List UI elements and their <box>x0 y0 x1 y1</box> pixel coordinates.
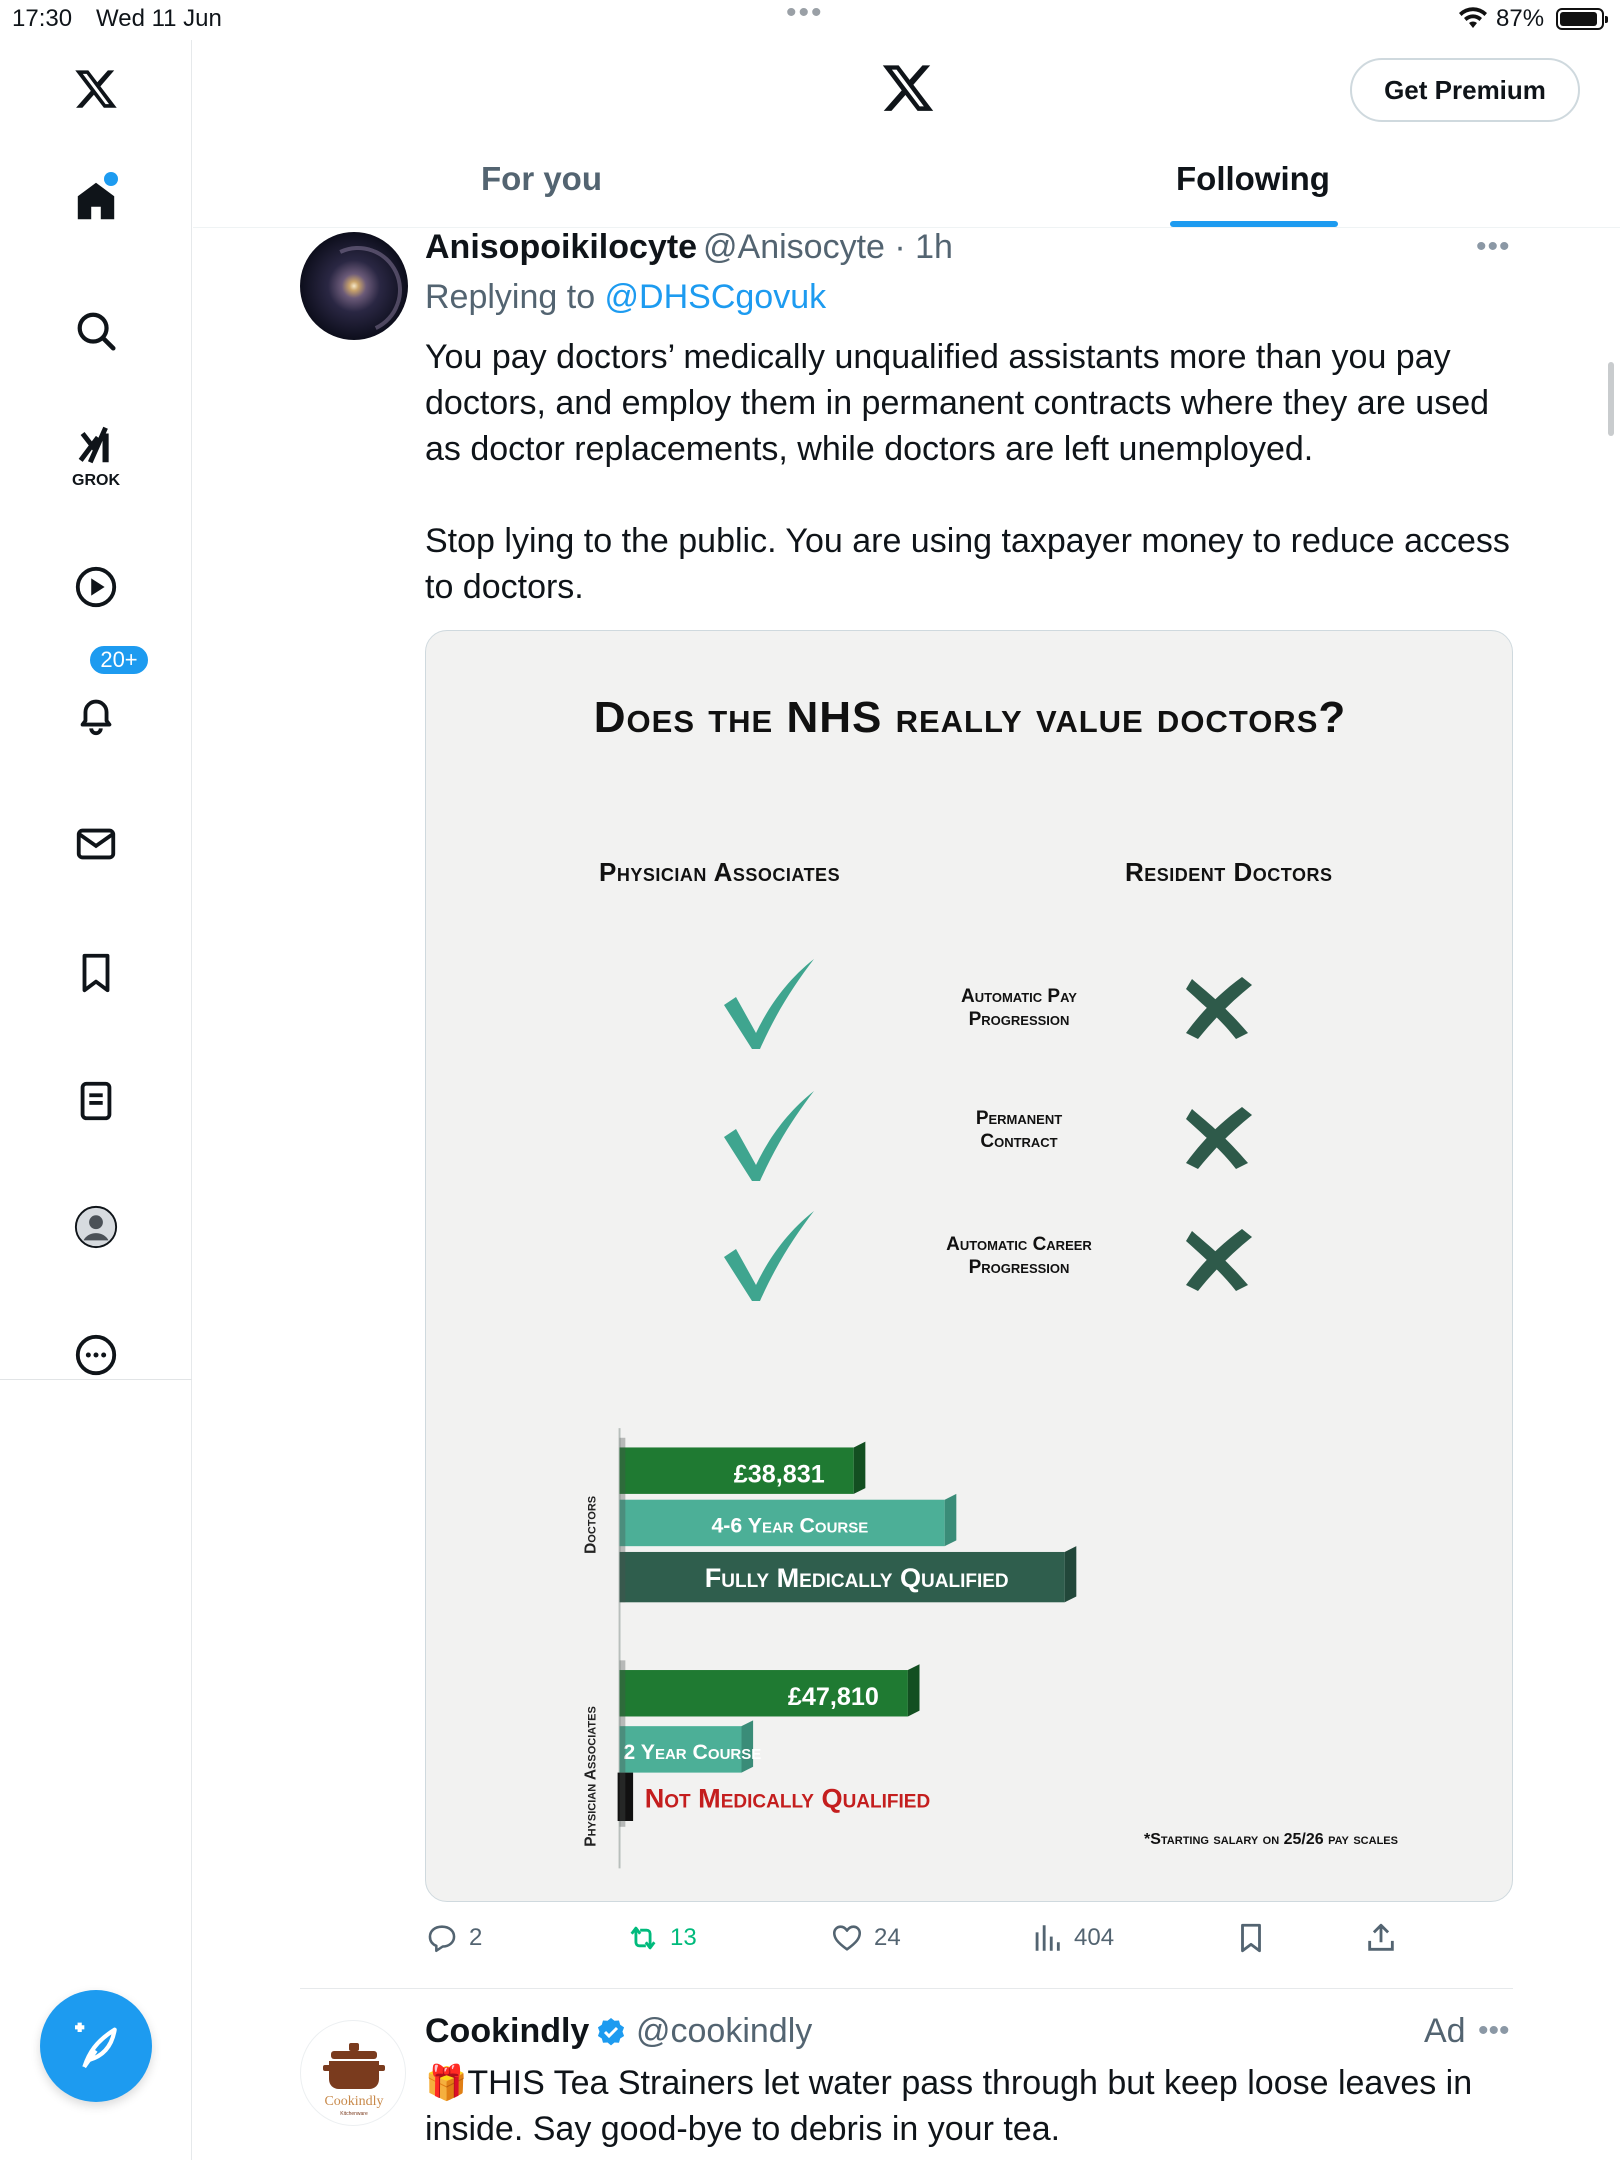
battery-icon <box>1556 8 1604 30</box>
tweet-handle-time[interactable]: @Anisocyte · 1h <box>703 228 953 266</box>
bar-edge-shadow <box>620 1660 626 1826</box>
tweet-image[interactable] <box>425 630 1513 1902</box>
ad-handle[interactable]: @cookindly <box>636 2012 813 2050</box>
compose-post-button[interactable] <box>40 1990 152 2102</box>
wifi-icon <box>1458 6 1488 30</box>
home-icon[interactable] <box>55 160 137 242</box>
ad-author-avatar[interactable] <box>300 2020 406 2126</box>
tab-following[interactable]: Following <box>1176 160 1330 197</box>
views-button[interactable] <box>1030 1918 1114 1958</box>
ad-label: Ad <box>1424 2012 1466 2050</box>
ad-logo-text: Cookindly <box>324 2094 384 2109</box>
video-icon[interactable] <box>55 546 137 628</box>
cross-icon <box>1178 1225 1258 1295</box>
salary-label: £47,810 <box>787 1682 879 1711</box>
ad-more-icon[interactable]: ••• <box>1478 2014 1510 2047</box>
row-label: Permanent Contract <box>975 1108 1063 1152</box>
replying-prefix: Replying to <box>425 278 605 316</box>
x-logo-icon[interactable] <box>55 48 137 130</box>
compose-feather-icon <box>68 2018 124 2074</box>
replying-to-link[interactable]: @DHSCgovuk <box>604 278 827 316</box>
lists-icon[interactable] <box>55 1060 137 1142</box>
tweet-divider <box>300 1988 1513 1989</box>
share-button[interactable] <box>1364 1918 1408 1958</box>
like-count: 24 <box>874 1924 901 1951</box>
course-label: 4-6 Year Course <box>711 1513 869 1538</box>
row-label: Automatic Pay Progression <box>961 986 1077 1030</box>
retweet-button[interactable] <box>626 1918 697 1958</box>
replying-to <box>425 278 826 317</box>
like-button[interactable] <box>830 1918 901 1958</box>
home-unread-dot <box>104 172 118 186</box>
salary-bar-chart <box>576 1391 1476 1891</box>
group-label: Doctors <box>582 1495 600 1554</box>
qualification-label: Fully Medically Qualified <box>704 1561 1009 1593</box>
bookmarks-icon[interactable] <box>55 932 137 1014</box>
battery-percent: 87% <box>1496 5 1545 32</box>
tab-for-you[interactable]: For you <box>481 160 602 197</box>
reply-count: 2 <box>469 1924 483 1951</box>
view-count: 404 <box>1074 1924 1115 1951</box>
status-date: Wed 11 Jun <box>96 5 222 32</box>
salary-bar-side <box>908 1664 920 1716</box>
infographic-footnote: *Starting salary on 25/26 pay scales <box>1144 1831 1398 1848</box>
infographic-title: Does the NHS really value doctors? <box>593 693 1347 742</box>
infographic-column-pa: Physician Associates <box>599 857 841 887</box>
tweet-author-name[interactable]: Anisopoikilocyte <box>425 228 698 266</box>
qualification-bar-side <box>1065 1546 1077 1602</box>
notifications-bell-icon[interactable] <box>55 674 137 756</box>
grok-label: GROK <box>72 472 120 489</box>
bookmark-button[interactable] <box>1234 1918 1278 1958</box>
status-bar <box>0 0 1620 40</box>
ad-author-name[interactable]: Cookindly <box>425 2012 590 2050</box>
salary-label: £38,831 <box>733 1460 825 1489</box>
grok-icon[interactable] <box>55 412 137 494</box>
check-icon <box>716 1085 826 1185</box>
ad-logo-subtext: Kitchenware <box>340 2111 368 2117</box>
salary-bar-side <box>854 1442 866 1494</box>
get-premium-button[interactable]: Get Premium <box>1350 58 1580 122</box>
views-chart-icon <box>1030 1921 1064 1955</box>
reply-icon <box>425 1921 459 1955</box>
course-bar-side <box>945 1494 957 1546</box>
status-time: 17:30 <box>12 5 73 32</box>
x-header-logo-icon <box>880 60 936 116</box>
bar-edge-shadow <box>620 1438 626 1603</box>
notification-count-badge: 20+ <box>88 644 150 676</box>
cross-icon <box>1178 1103 1258 1173</box>
messages-icon[interactable] <box>55 803 137 885</box>
row-label: Automatic Career Progression <box>946 1234 1092 1278</box>
scrollbar-thumb[interactable] <box>1608 362 1614 436</box>
ad-tweet-text: 🎁THIS Tea Strainers let water pass through but keep loose leaves in inside. Say good-bye to debris in your tea. <box>425 2064 1473 2148</box>
retweet-count: 13 <box>670 1924 697 1951</box>
search-icon[interactable] <box>55 290 137 372</box>
reply-button[interactable] <box>425 1918 482 1958</box>
qualification-label: Not Medically Qualified <box>644 1782 931 1814</box>
check-icon <box>716 953 826 1053</box>
tweet-text-paragraph: You pay doctors’ medically unqualified assistants more than you pay doctors, and employ them in permanent contracts where they are used as doctor replacements, while doctors are left unemployed. <box>425 338 1490 468</box>
multitasking-dots-icon[interactable]: ••• <box>786 0 824 29</box>
tweet-more-icon[interactable]: ••• <box>1476 230 1511 263</box>
tweet-author-avatar[interactable] <box>300 232 408 340</box>
cross-icon <box>1178 973 1258 1043</box>
verified-badge-icon <box>595 2016 627 2048</box>
tweet-text-paragraph: Stop lying to the public. You are using taxpayer money to reduce access to doctors. <box>425 522 1510 606</box>
profile-avatar-icon[interactable] <box>55 1186 137 1268</box>
heart-icon <box>830 1921 864 1955</box>
sidebar-divider <box>0 1379 192 1380</box>
infographic-column-rd: Resident Doctors <box>1125 857 1333 887</box>
more-options-icon[interactable] <box>55 1314 137 1396</box>
bookmark-icon <box>1234 1921 1268 1955</box>
course-label: 2 Year Course <box>623 1740 762 1765</box>
check-icon <box>716 1205 826 1305</box>
retweet-icon <box>626 1921 660 1955</box>
share-icon <box>1364 1921 1398 1955</box>
group-label: Physician Associates <box>582 1706 600 1847</box>
